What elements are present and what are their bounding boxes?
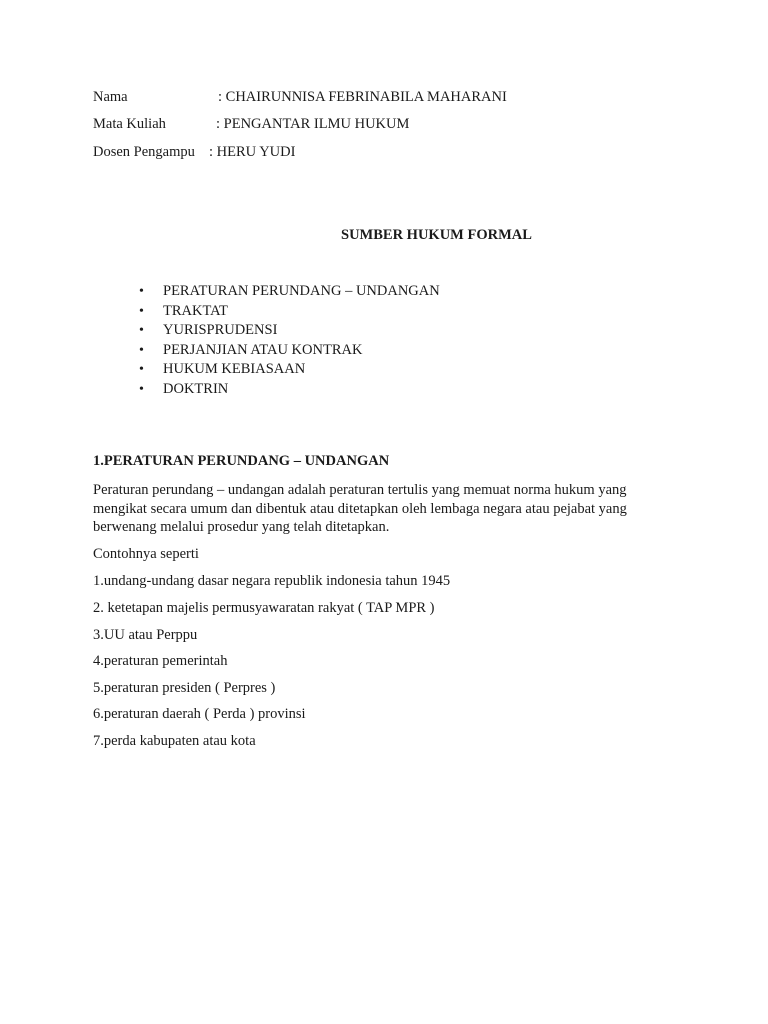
bullet-icon: •: [139, 342, 144, 358]
bullet-icon: •: [139, 323, 144, 338]
list-item-text: YURISPRUDENSI: [163, 322, 278, 338]
example-item: 7.perda kabupaten atau kota: [93, 733, 256, 749]
info-value: : CHAIRUNNISA FEBRINABILA MAHARANI: [218, 89, 507, 105]
paragraph-line: mengikat secara umum dan dibentuk atau ditetapkan oleh lembaga negara atau pejabat yang: [93, 500, 627, 517]
example-item: 5.peraturan presiden ( Perpres ): [93, 680, 276, 696]
example-item: 3.UU atau Perppu: [93, 627, 198, 643]
info-label: Dosen Pengampu: [93, 144, 195, 160]
example-item: 4.peraturan pemerintah: [93, 653, 228, 669]
bullet-icon: •: [139, 381, 144, 397]
section-paragraph: [93, 481, 683, 537]
list-item-text: HUKUM KEBIASAAN: [163, 361, 306, 377]
example-item: 1.undang-undang dasar negara republik indonesia tahun 1945: [93, 573, 451, 589]
list-item-text: DOKTRIN: [163, 380, 229, 397]
bullet-icon: •: [139, 284, 144, 299]
info-label: Mata Kuliah: [93, 116, 166, 132]
section-heading: 1.PERATURAN PERUNDANG – UNDANGAN: [93, 453, 390, 469]
paragraph-line: Peraturan perundang – undangan adalah peraturan tertulis yang memuat norma hukum yang: [93, 482, 627, 498]
paragraph-line: berwenang melalui prosedur yang telah ditetapkan.: [93, 519, 390, 535]
examples-intro: Contohnya seperti: [93, 546, 199, 562]
example-item: 2. ketetapan majelis permusyawaratan rakyat ( TAP MPR ): [93, 600, 435, 616]
list-item-text: PERJANJIAN ATAU KONTRAK: [163, 341, 363, 358]
list-item-text: TRAKTAT: [163, 302, 228, 319]
bullet-icon: •: [139, 303, 144, 319]
info-label: Nama: [93, 89, 128, 105]
document-title-text: SUMBER HUKUM FORMAL: [341, 227, 532, 243]
list-item-text: PERATURAN PERUNDANG – UNDANGAN: [163, 283, 440, 299]
info-value: : HERU YUDI: [209, 144, 296, 160]
example-item: 6.peraturan daerah ( Perda ) provinsi: [93, 706, 306, 722]
bullet-icon: •: [139, 362, 144, 377]
info-value: : PENGANTAR ILMU HUKUM: [216, 116, 410, 132]
